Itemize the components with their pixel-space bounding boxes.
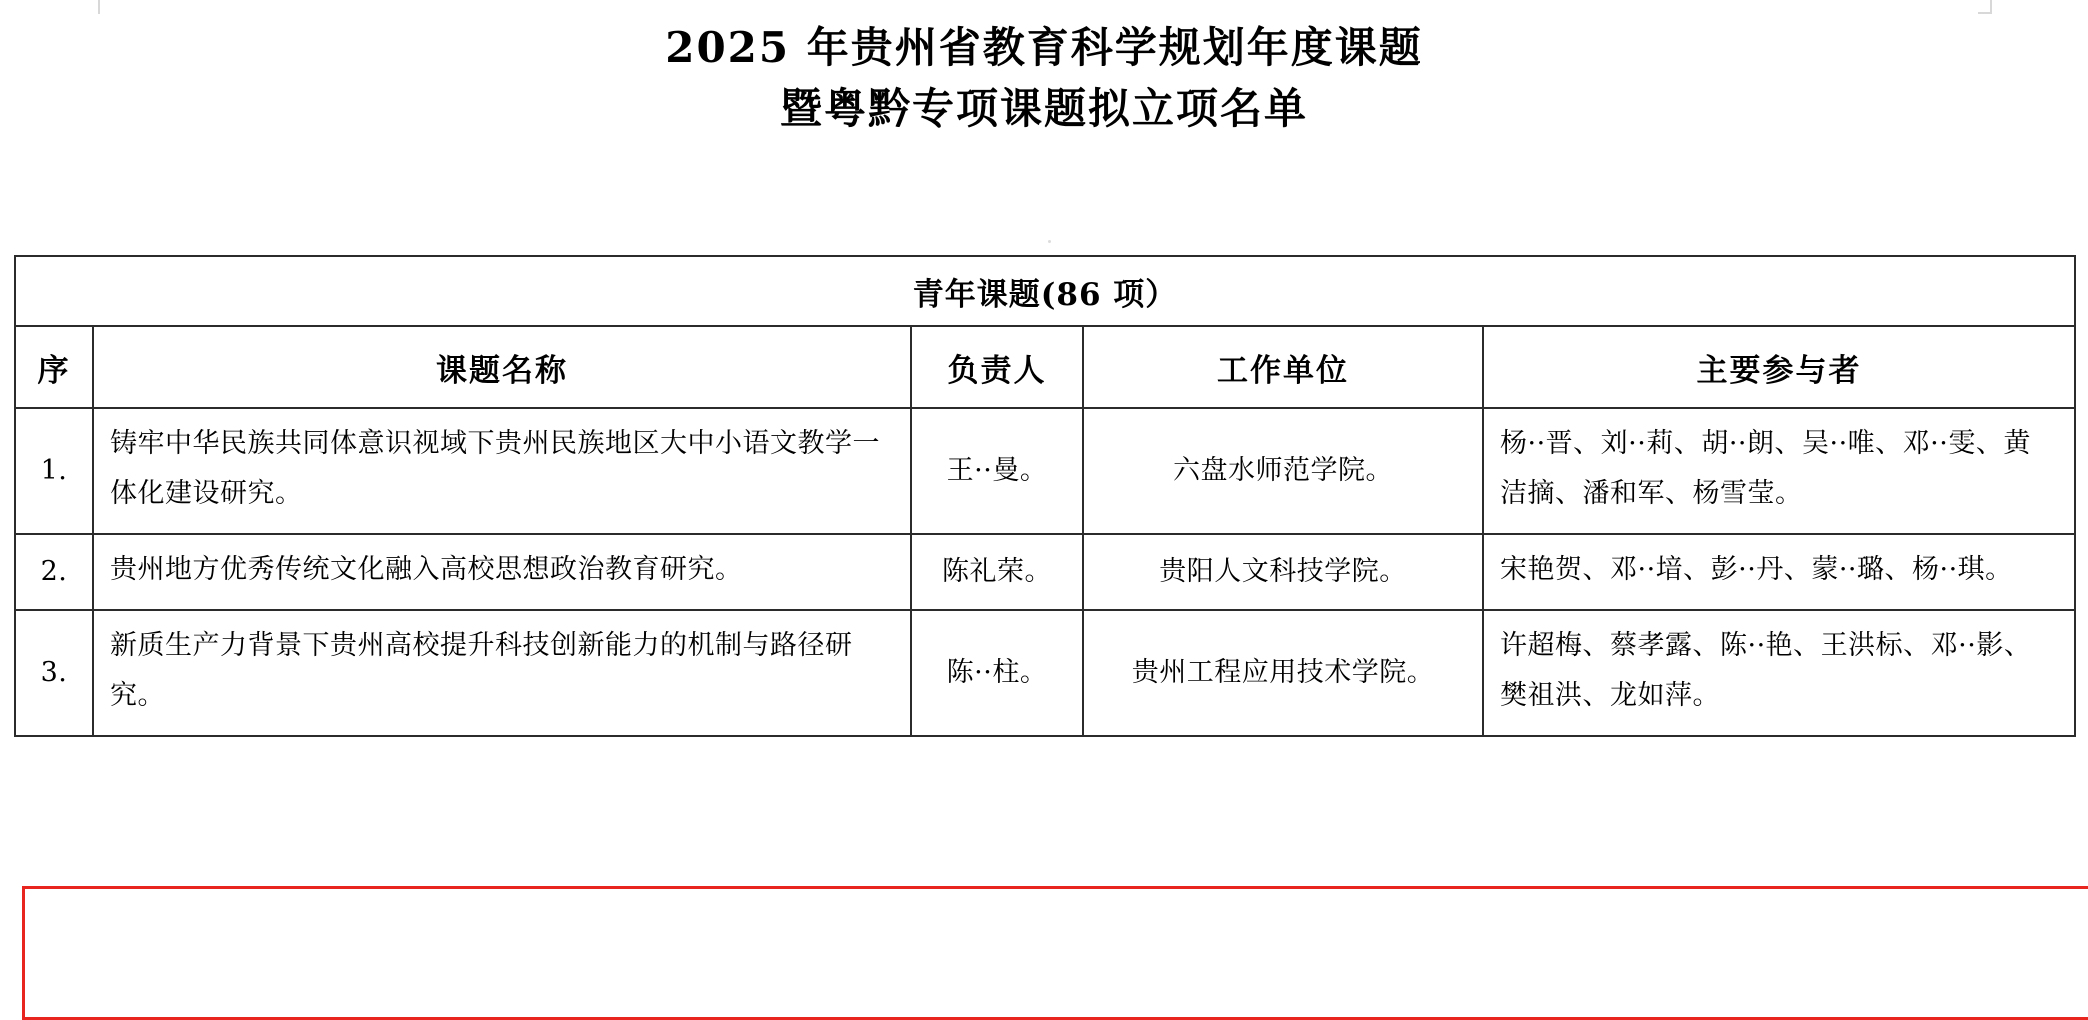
column-header-members: 主要参与者: [1483, 326, 2075, 408]
row-title: 贵州地方优秀传统文化融入高校思想政治教育研究。: [93, 534, 911, 610]
table-group-header-row: [15, 256, 2075, 326]
page-title: [0, 0, 2088, 140]
row-title: 铸牢中华民族共同体意识视域下贵州民族地区大中小语文教学一体化建设研究。: [93, 408, 911, 534]
title-line-2: 暨粤黔专项课题拟立项名单: [779, 83, 1308, 133]
row-members: 杨··晋、刘··莉、胡··朗、吴··唯、邓··雯、黄洁摘、潘和军、杨雪莹。: [1483, 408, 2075, 534]
row-owner: 王··曼。: [911, 408, 1083, 534]
row-unit: 六盘水师范学院。: [1083, 408, 1483, 534]
row-members: 许超梅、蔡孝露、陈··艳、王洪标、邓··影、樊祖洪、龙如萍。: [1483, 610, 2075, 736]
column-header-title: 课题名称: [93, 326, 911, 408]
row-index: 3.: [15, 610, 93, 736]
table-column-header-row: [15, 326, 2075, 408]
row-members: 宋艳贺、邓··堷、彭··丹、蒙··璐、杨··琪。: [1483, 534, 2075, 610]
row-owner: 陈··柱。: [911, 610, 1083, 736]
crop-mark-top-left: [98, 0, 100, 14]
crop-mark-top-right-horizontal: [1978, 12, 1992, 14]
project-list-table-wrapper: [14, 255, 2074, 737]
title-line-1: 2025 年贵州省教育科学规划年度课题: [665, 23, 1423, 72]
column-header-index: 序: [15, 326, 93, 408]
row-unit: 贵阳人文科技学院。: [1083, 534, 1483, 610]
row-index: 2.: [15, 534, 93, 610]
scan-speck: [1048, 240, 1051, 243]
table-row: [15, 408, 2075, 534]
row-index: 1.: [15, 408, 93, 534]
row-title: 新质生产力背景下贵州高校提升科技创新能力的机制与路径研究。: [93, 610, 911, 736]
column-header-unit: 工作单位: [1083, 326, 1483, 408]
row-unit: 贵州工程应用技术学院。: [1083, 610, 1483, 736]
table-row: [15, 610, 2075, 736]
table-row: [15, 534, 2075, 610]
project-list-table: [14, 255, 2076, 737]
column-header-owner: 负责人: [911, 326, 1083, 408]
row-owner: 陈礼荣。: [911, 534, 1083, 610]
highlight-box-row-2: [22, 886, 2088, 1020]
group-heading: 青年课题(86 项）: [15, 256, 2075, 326]
